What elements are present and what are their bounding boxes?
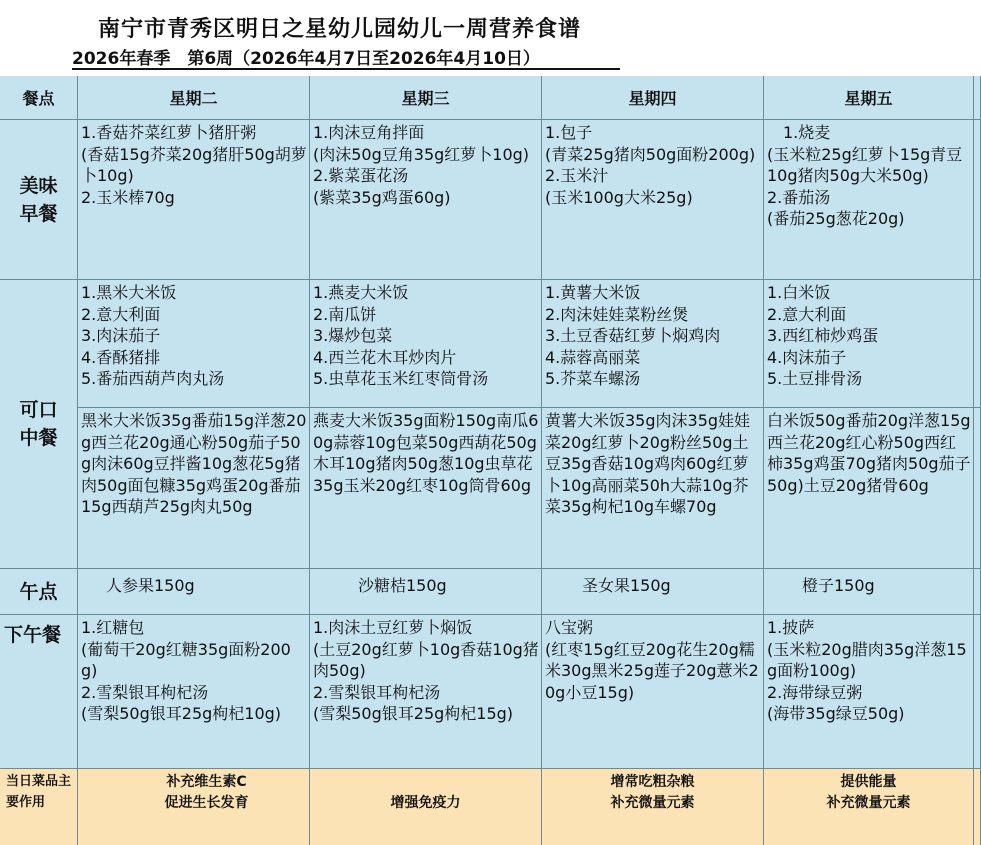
snack-overflow-cell (974, 569, 981, 615)
lunch-ingredients-fri (764, 408, 974, 569)
afternoon-label-cell (0, 615, 78, 769)
lunch-dishes-tue (78, 280, 310, 408)
breakfast-label-cell (0, 120, 78, 280)
lunch-ingredients-thu (542, 408, 764, 569)
afternoon-text: 八宝粥 (红枣15g红豆20g花生20g糯米30g黑米25g莲子20g薏米20g小豆15g) (545, 618, 759, 702)
day-label: 星期四 (628, 89, 677, 108)
page-subtitle: 2026年春季 第6周（2026年4月7日至2026年4月10日） (72, 49, 540, 69)
page-header (0, 0, 981, 76)
lunch-ingredients-text: 黑米大米饭35g番茄15g洋葱20g西兰花20g通心粉50g茄子50g肉沫60g豆拌酱10g葱花5g猪肉50g面包糠35g鸡蛋20g番茄15g西葫芦25g肉丸50g (81, 411, 307, 516)
header-meal-label: 餐点 (22, 89, 55, 108)
snack-cell-thu (542, 569, 764, 615)
page-title: 南宁市青秀区明日之星幼儿园幼儿一周营养食谱 (98, 17, 582, 42)
header-day-fri (764, 76, 974, 120)
snack-cell-fri (764, 569, 974, 615)
header-meal-cell (0, 76, 78, 120)
lunch-dishes-wed (310, 280, 542, 408)
snack-label: 午点 (19, 580, 58, 603)
snack-label-cell (0, 569, 78, 615)
breakfast-cell-wed (310, 120, 542, 280)
breakfast-text: 1.烧麦 (玉米粒25g红萝卜15g青豆10g猪肉50g大米50g) 2.番茄汤 (番茄25g葱花20g) (767, 123, 963, 228)
effects-overflow-cell (974, 769, 981, 845)
breakfast-text: 1.肉沫豆角拌面 (肉沫50g豆角35g红萝卜10g) 2.紫菜蛋花汤 (紫菜35g鸡蛋60g) (313, 123, 530, 207)
lunch-dishes-fri (764, 280, 974, 408)
effects-text: 增常吃粗杂粮 补充微量元素 (610, 774, 695, 811)
breakfast-text: 1.香菇芥菜红萝卜猪肝粥 (香菇15g芥菜20g猪肝50g胡萝卜10g) 2.玉米棒70g (81, 123, 307, 207)
effects-cell-thu (542, 769, 764, 845)
effects-text: 补充维生素C 促进生长发育 (164, 774, 249, 811)
subtitle-underline (72, 68, 620, 70)
effects-cell-tue (78, 769, 310, 845)
afternoon-cell-tue (78, 615, 310, 769)
lunch-dishes-text: 1.黑米大米饭 2.意大利面 3.肉沫茄子 4.香酥猪排 5.番茄西葫芦肉丸汤 (81, 283, 225, 388)
effects-text: 提供能量 补充微量元素 (826, 774, 911, 811)
breakfast-cell-fri (764, 120, 974, 280)
lunch-dishes-text: 1.黄薯大米饭 2.肉沫娃娃菜粉丝煲 3.土豆香菇红萝卜焖鸡肉 4.蒜蓉高丽菜 5.芥菜车螺汤 (545, 283, 721, 388)
afternoon-cell-wed (310, 615, 542, 769)
breakfast-label: 美味早餐 (19, 174, 58, 225)
lunch-ingredients-text: 黄薯大米饭35g肉沫35g娃娃菜20g红萝卜20g粉丝50g土豆35g香菇10g鸡肉60g红萝卜10g高丽菜50h大蒜10g芥菜35g枸杞10g车螺70g (545, 411, 751, 516)
menu-table (0, 76, 981, 845)
header-day-wed (310, 76, 542, 120)
lunch-ingredients-wed (310, 408, 542, 569)
lunch-dishes-overflow (974, 280, 981, 408)
lunch-dishes-text: 1.白米饭 2.意大利面 3.西红柿炒鸡蛋 4.肉沫茄子 5.土豆排骨汤 (767, 283, 879, 388)
effects-label: 当日菜品主要作用 (6, 774, 72, 810)
day-label: 星期五 (844, 89, 893, 108)
lunch-ingredients-tue (78, 408, 310, 569)
header-day-tue (78, 76, 310, 120)
header-overflow-cell (974, 76, 981, 120)
header-day-thu (542, 76, 764, 120)
effects-cell-wed (310, 769, 542, 845)
breakfast-text: 1.包子 (青菜25g猪肉50g面粉200g) 2.玉米汁 (玉米100g大米25g) (545, 123, 756, 207)
afternoon-text: 1.肉沫土豆红萝卜焖饭 (土豆20g红萝卜10g香菇10g猪肉50g) 2.雪梨银耳枸杞汤 (雪梨50g银耳25g枸杞15g) (313, 618, 539, 723)
day-label: 星期三 (401, 89, 450, 108)
lunch-ingredients-text: 燕麦大米饭35g面粉150g南瓜60g蒜蓉10g包菜50g西葫花50g木耳10g猪肉50g葱10g虫草花35g玉米20g红枣10g筒骨60g (313, 411, 539, 495)
effects-text: 增强免疫力 (390, 795, 461, 811)
snack-cell-wed (310, 569, 542, 615)
lunch-dishes-thu (542, 280, 764, 408)
afternoon-text: 1.红糖包 (葡萄干20g红糖35g面粉200g) 2.雪梨银耳枸杞汤 (雪梨50g银耳25g枸杞10g) (81, 618, 291, 723)
effects-cell-fri (764, 769, 974, 845)
breakfast-cell-thu (542, 120, 764, 280)
lunch-dishes-text: 1.燕麦大米饭 2.南瓜饼 3.爆炒包菜 4.西兰花木耳炒肉片 5.虫草花玉米红枣筒骨汤 (313, 283, 489, 388)
afternoon-label: 下午餐 (4, 624, 62, 646)
snack-text: 沙糖桔150g (358, 576, 447, 595)
afternoon-overflow-cell (974, 615, 981, 769)
lunch-label-cell (0, 280, 78, 569)
afternoon-cell-thu (542, 615, 764, 769)
lunch-ingredients-overflow (974, 408, 981, 569)
snack-text: 圣女果150g (582, 576, 671, 595)
lunch-ingredients-text: 白米饭50g番茄20g洋葱15g西兰花20g红心粉50g西红柿35g鸡蛋70g猪肉50g茄子50g)土豆20g猪骨60g (767, 411, 971, 495)
snack-cell-tue (78, 569, 310, 615)
snack-text: 人参果150g (106, 576, 195, 595)
lunch-label: 可口中餐 (19, 399, 58, 449)
snack-text: 橙子150g (802, 576, 875, 595)
afternoon-cell-fri (764, 615, 974, 769)
breakfast-overflow-cell (974, 120, 981, 280)
day-label: 星期二 (169, 89, 218, 108)
effects-label-cell (0, 769, 78, 845)
afternoon-text: 1.披萨 (玉米粒20g腊肉35g洋葱15g面粉100g) 2.海带绿豆粥 (海带35g绿豆50g) (767, 618, 967, 723)
breakfast-cell-tue (78, 120, 310, 280)
